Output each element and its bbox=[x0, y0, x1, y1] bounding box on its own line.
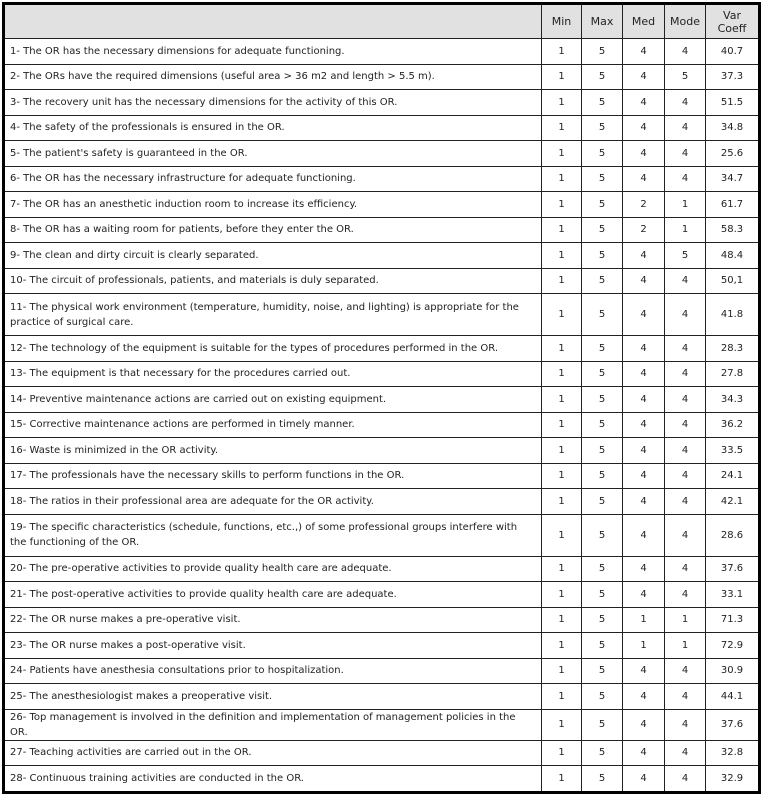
max-cell: 5 bbox=[582, 684, 623, 710]
header-row bbox=[4, 4, 760, 39]
item-cell: 28- Continuous training activities are conducted in the OR. bbox=[4, 766, 542, 793]
table-row bbox=[4, 268, 760, 294]
var-coeff-cell: 48.4 bbox=[706, 243, 760, 269]
max-cell: 5 bbox=[582, 141, 623, 167]
var-coeff-cell: 34.3 bbox=[706, 387, 760, 413]
mode-cell: 1 bbox=[665, 607, 706, 633]
med-cell: 4 bbox=[623, 64, 665, 90]
var-coeff-cell: 58.3 bbox=[706, 217, 760, 243]
item-cell: 23- The OR nurse makes a post-operative visit. bbox=[4, 633, 542, 659]
var-coeff-cell: 34.8 bbox=[706, 115, 760, 141]
table-row bbox=[4, 607, 760, 633]
min-cell: 1 bbox=[542, 709, 582, 740]
table-row bbox=[4, 166, 760, 192]
item-cell: 10- The circuit of professionals, patients, and materials is duly separated. bbox=[4, 268, 542, 294]
var-coeff-cell: 42.1 bbox=[706, 489, 760, 515]
med-cell: 4 bbox=[623, 463, 665, 489]
table-row bbox=[4, 90, 760, 116]
var-coeff-cell: 61.7 bbox=[706, 192, 760, 218]
item-cell: 14- Preventive maintenance actions are carried out on existing equipment. bbox=[4, 387, 542, 413]
header-mode: Mode bbox=[665, 4, 706, 39]
min-cell: 1 bbox=[542, 489, 582, 515]
min-cell: 1 bbox=[542, 361, 582, 387]
item-cell: 20- The pre-operative activities to provide quality health care are adequate. bbox=[4, 556, 542, 582]
med-cell: 4 bbox=[623, 556, 665, 582]
mode-cell: 4 bbox=[665, 39, 706, 65]
var-coeff-cell: 41.8 bbox=[706, 294, 760, 336]
item-cell: 3- The recovery unit has the necessary dimensions for the activity of this OR. bbox=[4, 90, 542, 116]
max-cell: 5 bbox=[582, 709, 623, 740]
var-coeff-cell: 34.7 bbox=[706, 166, 760, 192]
mode-cell: 4 bbox=[665, 582, 706, 608]
min-cell: 1 bbox=[542, 684, 582, 710]
table-row bbox=[4, 141, 760, 167]
med-cell: 2 bbox=[623, 217, 665, 243]
max-cell: 5 bbox=[582, 658, 623, 684]
mode-cell: 4 bbox=[665, 90, 706, 116]
table-row bbox=[4, 243, 760, 269]
table-row bbox=[4, 463, 760, 489]
min-cell: 1 bbox=[542, 294, 582, 336]
min-cell: 1 bbox=[542, 90, 582, 116]
med-cell: 4 bbox=[623, 166, 665, 192]
max-cell: 5 bbox=[582, 294, 623, 336]
min-cell: 1 bbox=[542, 438, 582, 464]
var-coeff-cell: 72.9 bbox=[706, 633, 760, 659]
var-coeff-cell: 28.6 bbox=[706, 514, 760, 556]
min-cell: 1 bbox=[542, 64, 582, 90]
table-row bbox=[4, 39, 760, 65]
header-med: Med bbox=[623, 4, 665, 39]
med-cell: 4 bbox=[623, 361, 665, 387]
table-row bbox=[4, 387, 760, 413]
max-cell: 5 bbox=[582, 514, 623, 556]
med-cell: 4 bbox=[623, 412, 665, 438]
table-row bbox=[4, 766, 760, 793]
mode-cell: 1 bbox=[665, 192, 706, 218]
max-cell: 5 bbox=[582, 633, 623, 659]
med-cell: 4 bbox=[623, 582, 665, 608]
min-cell: 1 bbox=[542, 192, 582, 218]
var-coeff-cell: 25.6 bbox=[706, 141, 760, 167]
mode-cell: 1 bbox=[665, 633, 706, 659]
med-cell: 4 bbox=[623, 489, 665, 515]
table-row bbox=[4, 361, 760, 387]
max-cell: 5 bbox=[582, 438, 623, 464]
max-cell: 5 bbox=[582, 166, 623, 192]
table-body bbox=[4, 39, 760, 793]
min-cell: 1 bbox=[542, 658, 582, 684]
mode-cell: 4 bbox=[665, 268, 706, 294]
min-cell: 1 bbox=[542, 740, 582, 766]
table-row bbox=[4, 115, 760, 141]
var-coeff-cell: 37.6 bbox=[706, 556, 760, 582]
item-cell: 12- The technology of the equipment is suitable for the types of procedures performed in the OR. bbox=[4, 336, 542, 362]
med-cell: 4 bbox=[623, 514, 665, 556]
min-cell: 1 bbox=[542, 766, 582, 793]
var-coeff-cell: 44.1 bbox=[706, 684, 760, 710]
min-cell: 1 bbox=[542, 39, 582, 65]
item-cell: 27- Teaching activities are carried out in the OR. bbox=[4, 740, 542, 766]
table-row bbox=[4, 709, 760, 740]
var-coeff-cell: 24.1 bbox=[706, 463, 760, 489]
table-row bbox=[4, 514, 760, 556]
max-cell: 5 bbox=[582, 361, 623, 387]
header-var-coeff: Var Coeff bbox=[706, 4, 760, 39]
max-cell: 5 bbox=[582, 556, 623, 582]
table-row bbox=[4, 582, 760, 608]
min-cell: 1 bbox=[542, 336, 582, 362]
item-cell: 1- The OR has the necessary dimensions for adequate functioning. bbox=[4, 39, 542, 65]
item-cell: 22- The OR nurse makes a pre-operative visit. bbox=[4, 607, 542, 633]
min-cell: 1 bbox=[542, 463, 582, 489]
min-cell: 1 bbox=[542, 268, 582, 294]
mode-cell: 4 bbox=[665, 438, 706, 464]
table-row bbox=[4, 740, 760, 766]
table-row bbox=[4, 192, 760, 218]
mode-cell: 5 bbox=[665, 64, 706, 90]
item-cell: 15- Corrective maintenance actions are performed in timely manner. bbox=[4, 412, 542, 438]
mode-cell: 4 bbox=[665, 658, 706, 684]
min-cell: 1 bbox=[542, 556, 582, 582]
table-row bbox=[4, 489, 760, 515]
min-cell: 1 bbox=[542, 141, 582, 167]
max-cell: 5 bbox=[582, 217, 623, 243]
med-cell: 4 bbox=[623, 268, 665, 294]
item-cell: 24- Patients have anesthesia consultations prior to hospitalization. bbox=[4, 658, 542, 684]
med-cell: 4 bbox=[623, 438, 665, 464]
table-row bbox=[4, 633, 760, 659]
statistics-table bbox=[2, 2, 761, 794]
max-cell: 5 bbox=[582, 192, 623, 218]
max-cell: 5 bbox=[582, 243, 623, 269]
item-cell: 7- The OR has an anesthetic induction room to increase its efficiency. bbox=[4, 192, 542, 218]
med-cell: 4 bbox=[623, 709, 665, 740]
max-cell: 5 bbox=[582, 740, 623, 766]
var-coeff-cell: 51.5 bbox=[706, 90, 760, 116]
mode-cell: 4 bbox=[665, 684, 706, 710]
table-row bbox=[4, 684, 760, 710]
max-cell: 5 bbox=[582, 582, 623, 608]
item-cell: 11- The physical work environment (temperature, humidity, noise, and lighting) is appropriate for the practice of surgical care. bbox=[4, 294, 542, 336]
min-cell: 1 bbox=[542, 514, 582, 556]
mode-cell: 4 bbox=[665, 361, 706, 387]
max-cell: 5 bbox=[582, 115, 623, 141]
med-cell: 4 bbox=[623, 684, 665, 710]
min-cell: 1 bbox=[542, 217, 582, 243]
var-coeff-cell: 33.1 bbox=[706, 582, 760, 608]
min-cell: 1 bbox=[542, 115, 582, 141]
min-cell: 1 bbox=[542, 387, 582, 413]
table-row bbox=[4, 294, 760, 336]
med-cell: 4 bbox=[623, 658, 665, 684]
table-row bbox=[4, 217, 760, 243]
med-cell: 2 bbox=[623, 192, 665, 218]
max-cell: 5 bbox=[582, 489, 623, 515]
mode-cell: 4 bbox=[665, 141, 706, 167]
mode-cell: 4 bbox=[665, 514, 706, 556]
header-item bbox=[4, 4, 542, 39]
min-cell: 1 bbox=[542, 412, 582, 438]
item-cell: 18- The ratios in their professional area are adequate for the OR activity. bbox=[4, 489, 542, 515]
table-row bbox=[4, 336, 760, 362]
med-cell: 4 bbox=[623, 39, 665, 65]
var-coeff-cell: 71.3 bbox=[706, 607, 760, 633]
item-cell: 26- Top management is involved in the definition and implementation of management policies in the OR. bbox=[4, 709, 542, 740]
max-cell: 5 bbox=[582, 64, 623, 90]
table-row bbox=[4, 64, 760, 90]
item-cell: 17- The professionals have the necessary skills to perform functions in the OR. bbox=[4, 463, 542, 489]
med-cell: 1 bbox=[623, 633, 665, 659]
min-cell: 1 bbox=[542, 607, 582, 633]
mode-cell: 4 bbox=[665, 412, 706, 438]
min-cell: 1 bbox=[542, 243, 582, 269]
item-cell: 2- The ORs have the required dimensions (useful area > 36 m2 and length > 5.5 m). bbox=[4, 64, 542, 90]
max-cell: 5 bbox=[582, 90, 623, 116]
med-cell: 4 bbox=[623, 740, 665, 766]
max-cell: 5 bbox=[582, 463, 623, 489]
var-coeff-cell: 32.9 bbox=[706, 766, 760, 793]
var-coeff-cell: 40.7 bbox=[706, 39, 760, 65]
header-max: Max bbox=[582, 4, 623, 39]
med-cell: 1 bbox=[623, 607, 665, 633]
table-row bbox=[4, 412, 760, 438]
max-cell: 5 bbox=[582, 607, 623, 633]
max-cell: 5 bbox=[582, 766, 623, 793]
item-cell: 25- The anesthesiologist makes a preoperative visit. bbox=[4, 684, 542, 710]
mode-cell: 4 bbox=[665, 166, 706, 192]
mode-cell: 4 bbox=[665, 489, 706, 515]
var-coeff-cell: 32.8 bbox=[706, 740, 760, 766]
med-cell: 4 bbox=[623, 387, 665, 413]
item-cell: 13- The equipment is that necessary for the procedures carried out. bbox=[4, 361, 542, 387]
mode-cell: 4 bbox=[665, 115, 706, 141]
med-cell: 4 bbox=[623, 336, 665, 362]
var-coeff-cell: 37.3 bbox=[706, 64, 760, 90]
med-cell: 4 bbox=[623, 90, 665, 116]
mode-cell: 4 bbox=[665, 387, 706, 413]
mode-cell: 4 bbox=[665, 709, 706, 740]
item-cell: 5- The patient's safety is guaranteed in the OR. bbox=[4, 141, 542, 167]
max-cell: 5 bbox=[582, 336, 623, 362]
mode-cell: 4 bbox=[665, 336, 706, 362]
med-cell: 4 bbox=[623, 115, 665, 141]
table-row bbox=[4, 438, 760, 464]
mode-cell: 1 bbox=[665, 217, 706, 243]
max-cell: 5 bbox=[582, 39, 623, 65]
med-cell: 4 bbox=[623, 243, 665, 269]
item-cell: 21- The post-operative activities to provide quality health care are adequate. bbox=[4, 582, 542, 608]
item-cell: 8- The OR has a waiting room for patients, before they enter the OR. bbox=[4, 217, 542, 243]
var-coeff-cell: 36.2 bbox=[706, 412, 760, 438]
item-cell: 9- The clean and dirty circuit is clearly separated. bbox=[4, 243, 542, 269]
med-cell: 4 bbox=[623, 141, 665, 167]
table-row bbox=[4, 658, 760, 684]
max-cell: 5 bbox=[582, 268, 623, 294]
item-cell: 16- Waste is minimized in the OR activity. bbox=[4, 438, 542, 464]
mode-cell: 4 bbox=[665, 556, 706, 582]
header-min: Min bbox=[542, 4, 582, 39]
med-cell: 4 bbox=[623, 766, 665, 793]
mode-cell: 4 bbox=[665, 740, 706, 766]
max-cell: 5 bbox=[582, 412, 623, 438]
item-cell: 4- The safety of the professionals is ensured in the OR. bbox=[4, 115, 542, 141]
mode-cell: 5 bbox=[665, 243, 706, 269]
item-cell: 6- The OR has the necessary infrastructure for adequate functioning. bbox=[4, 166, 542, 192]
max-cell: 5 bbox=[582, 387, 623, 413]
var-coeff-cell: 27.8 bbox=[706, 361, 760, 387]
mode-cell: 4 bbox=[665, 463, 706, 489]
var-coeff-cell: 28.3 bbox=[706, 336, 760, 362]
var-coeff-cell: 50,1 bbox=[706, 268, 760, 294]
min-cell: 1 bbox=[542, 166, 582, 192]
var-coeff-cell: 37.6 bbox=[706, 709, 760, 740]
mode-cell: 4 bbox=[665, 294, 706, 336]
var-coeff-cell: 30.9 bbox=[706, 658, 760, 684]
table-row bbox=[4, 556, 760, 582]
min-cell: 1 bbox=[542, 633, 582, 659]
min-cell: 1 bbox=[542, 582, 582, 608]
med-cell: 4 bbox=[623, 294, 665, 336]
item-cell: 19- The specific characteristics (schedule, functions, etc.,) of some professional groups interfere with the functioning of the OR. bbox=[4, 514, 542, 556]
mode-cell: 4 bbox=[665, 766, 706, 793]
var-coeff-cell: 33.5 bbox=[706, 438, 760, 464]
